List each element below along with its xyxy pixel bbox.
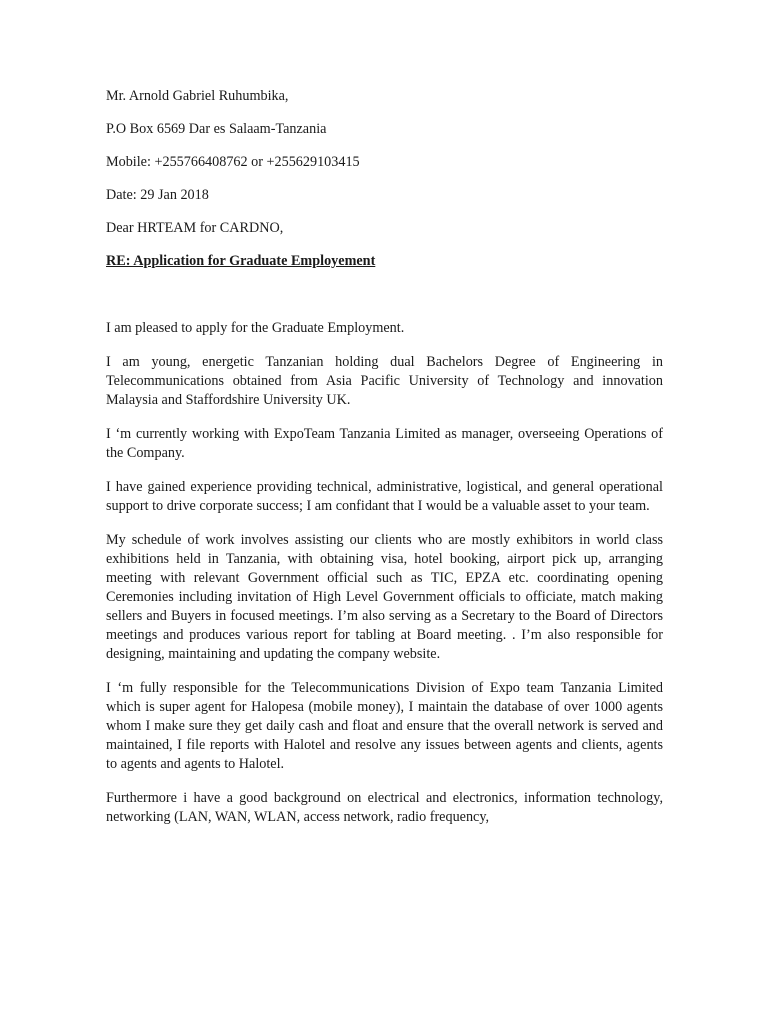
letter-body — [106, 319, 663, 827]
sender-mobile: Mobile: +255766408762 or +255629103415 — [106, 154, 360, 170]
paragraph-current-job: I ‘m currently working with ExpoTeam Tanzania Limited as manager, overseeing Operations of the Company. — [106, 426, 663, 461]
salutation: Dear HRTEAM for CARDNO, — [106, 220, 284, 236]
letter-date: Date: 29 Jan 2018 — [106, 187, 209, 203]
sender-address: P.O Box 6569 Dar es Salaam-Tanzania — [106, 121, 327, 137]
paragraph-education: I am young, energetic Tanzanian holding dual Bachelors Degree of Engineering in Telecommunications obtained from Asia Pacific University of Technology and innovation Malaysia and Staffordshire University UK. — [106, 354, 663, 408]
subject-line: RE: Application for Graduate Employement — [106, 253, 376, 269]
sender-name: Mr. Arnold Gabriel Ruhumbika, — [106, 88, 289, 104]
paragraph-intro: I am pleased to apply for the Graduate Employment. — [106, 320, 405, 336]
paragraph-experience: I have gained experience providing technical, administrative, logistical, and general operational support to drive corporate success; I am confidant that I would be a valuable asset to your team. — [106, 479, 663, 514]
cover-letter — [106, 87, 663, 842]
paragraph-duties: My schedule of work involves assisting our clients who are mostly exhibitors in world class exhibitions held in Tanzania, with obtaining visa, hotel booking, airport pick up, arranging meeting with relevant Government official such as TIC, EPZA etc. coordinating opening Ceremonies including invitation of High Level Government officials to officiate, match making sellers and Buyers in focused meetings. I’m also serving as a Secretary to the Board of Directors meetings and produces various report for tabling at Board meeting. . I’m also responsible for designing, maintaining and updating the company website. — [106, 532, 663, 662]
paragraph-background: Furthermore i have a good background on electrical and electronics, information technology, networking (LAN, WAN, WLAN, access network, radio frequency, — [106, 790, 663, 825]
paragraph-telecom-division: I ‘m fully responsible for the Telecommunications Division of Expo team Tanzania Limited which is super agent for Halopesa (mobile money), I maintain the database of over 1000 agents whom I make sure they get daily cash and float and ensure that the overall network is served and maintained, I file reports with Halotel and resolve any issues between agents and clients, agents to agents and agents to Halotel. — [106, 680, 663, 772]
